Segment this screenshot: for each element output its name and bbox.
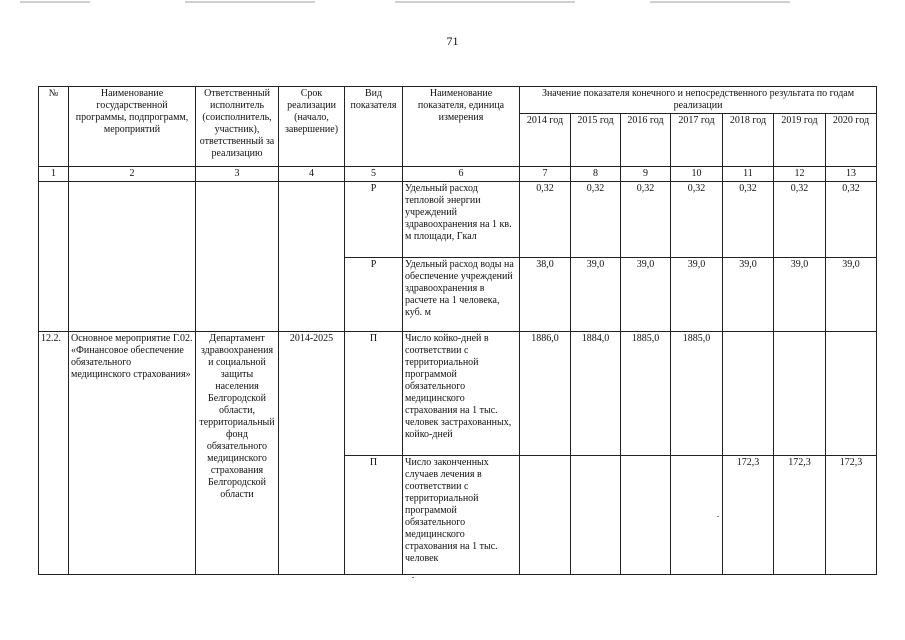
- responsible-cell: [196, 182, 279, 332]
- value-cell: 1885,0: [621, 332, 671, 456]
- header-year: 2019 год: [774, 114, 826, 167]
- value-cell: 39,0: [621, 258, 671, 332]
- indicator-table: [38, 86, 877, 575]
- column-number: 1: [39, 167, 69, 182]
- value-cell: [774, 332, 826, 456]
- scan-edge-line: [20, 1, 90, 3]
- value-cell: 39,0: [571, 258, 621, 332]
- column-number: 5: [345, 167, 403, 182]
- scan-speck: [717, 516, 719, 517]
- value-cell: 172,3: [774, 456, 826, 575]
- period-cell: 2014-2025: [279, 332, 345, 575]
- column-number: 10: [671, 167, 723, 182]
- scan-edge-line: [185, 1, 315, 3]
- type-cell: П: [345, 456, 403, 575]
- num-cell: 12.2.: [39, 332, 69, 575]
- header-indicator: Наименование показателя, единица измерения: [403, 87, 520, 167]
- indicator-cell: Удельный расход воды на обеспечение учреждений здравоохранения в расчете на 1 человека, куб. м: [403, 258, 520, 332]
- value-cell: 172,3: [826, 456, 877, 575]
- value-cell: 0,32: [826, 182, 877, 258]
- value-cell: 39,0: [671, 258, 723, 332]
- value-cell: 1885,0: [671, 332, 723, 456]
- column-number: 6: [403, 167, 520, 182]
- table-row: [39, 332, 877, 456]
- value-cell: [826, 332, 877, 456]
- name-cell: [69, 182, 196, 332]
- value-cell: 39,0: [826, 258, 877, 332]
- num-cell: [39, 182, 69, 332]
- value-cell: [520, 456, 571, 575]
- responsible-cell: Департамент здравоохранения и социальной защиты населения Белгородской области, территориальный фонд обязательного медицинского страхования Белгородской области: [196, 332, 279, 575]
- name-cell: Основное мероприятие Г.02. «Финансовое обеспечение обязательного медицинского страхования»: [69, 332, 196, 575]
- header-name: Наименование государственной программы, подпрограмм, мероприятий: [69, 87, 196, 167]
- column-number: 2: [69, 167, 196, 182]
- header-year: 2014 год: [520, 114, 571, 167]
- value-cell: 1884,0: [571, 332, 621, 456]
- indicator-cell: Число законченных случаев лечения в соответствии с территориальной программой обязательного медицинского страхования на 1 тыс. человек: [403, 456, 520, 575]
- value-cell: 39,0: [723, 258, 774, 332]
- header-num: №: [39, 87, 69, 167]
- column-number: 13: [826, 167, 877, 182]
- column-number: 7: [520, 167, 571, 182]
- page-number: 71: [446, 34, 459, 48]
- column-number: 8: [571, 167, 621, 182]
- column-number: 12: [774, 167, 826, 182]
- value-cell: 0,32: [621, 182, 671, 258]
- header-type: Вид показателя: [345, 87, 403, 167]
- value-cell: [621, 456, 671, 575]
- header-year: 2016 год: [621, 114, 671, 167]
- header-values-group: Значение показателя конечного и непосредственного результата по годам реализации: [520, 87, 877, 114]
- value-cell: 0,32: [671, 182, 723, 258]
- scan-edge-line: [650, 1, 790, 3]
- value-cell: 39,0: [774, 258, 826, 332]
- indicator-cell: Удельный расход тепловой энергии учреждений здравоохранения на 1 кв. м площади, Гкал: [403, 182, 520, 258]
- column-number: 11: [723, 167, 774, 182]
- value-cell: 1886,0: [520, 332, 571, 456]
- value-cell: 38,0: [520, 258, 571, 332]
- scan-speck: [412, 577, 414, 578]
- value-cell: 0,32: [774, 182, 826, 258]
- value-cell: 0,32: [520, 182, 571, 258]
- indicator-cell: Число койко-дней в соответствии с территориальной программой обязательного медицинского страхования на 1 тыс. человек застрахованных, койко-дней: [403, 332, 520, 456]
- header-period: Срок реализации (начало, завершение): [279, 87, 345, 167]
- period-cell: [279, 182, 345, 332]
- scan-edge-line: [395, 1, 575, 3]
- column-number: 3: [196, 167, 279, 182]
- header-year: 2020 год: [826, 114, 877, 167]
- value-cell: [571, 456, 621, 575]
- header-year: 2017 год: [671, 114, 723, 167]
- header-responsible: Ответственный исполнитель (соисполнитель, участник), ответственный за реализацию: [196, 87, 279, 167]
- value-cell: 0,32: [723, 182, 774, 258]
- header-year: 2015 год: [571, 114, 621, 167]
- header-year: 2018 год: [723, 114, 774, 167]
- value-cell: [671, 456, 723, 575]
- type-cell: П: [345, 332, 403, 456]
- type-cell: Р: [345, 182, 403, 258]
- column-number: 9: [621, 167, 671, 182]
- table-row: [39, 182, 877, 258]
- value-cell: 172,3: [723, 456, 774, 575]
- column-number: 4: [279, 167, 345, 182]
- value-cell: [723, 332, 774, 456]
- type-cell: Р: [345, 258, 403, 332]
- value-cell: 0,32: [571, 182, 621, 258]
